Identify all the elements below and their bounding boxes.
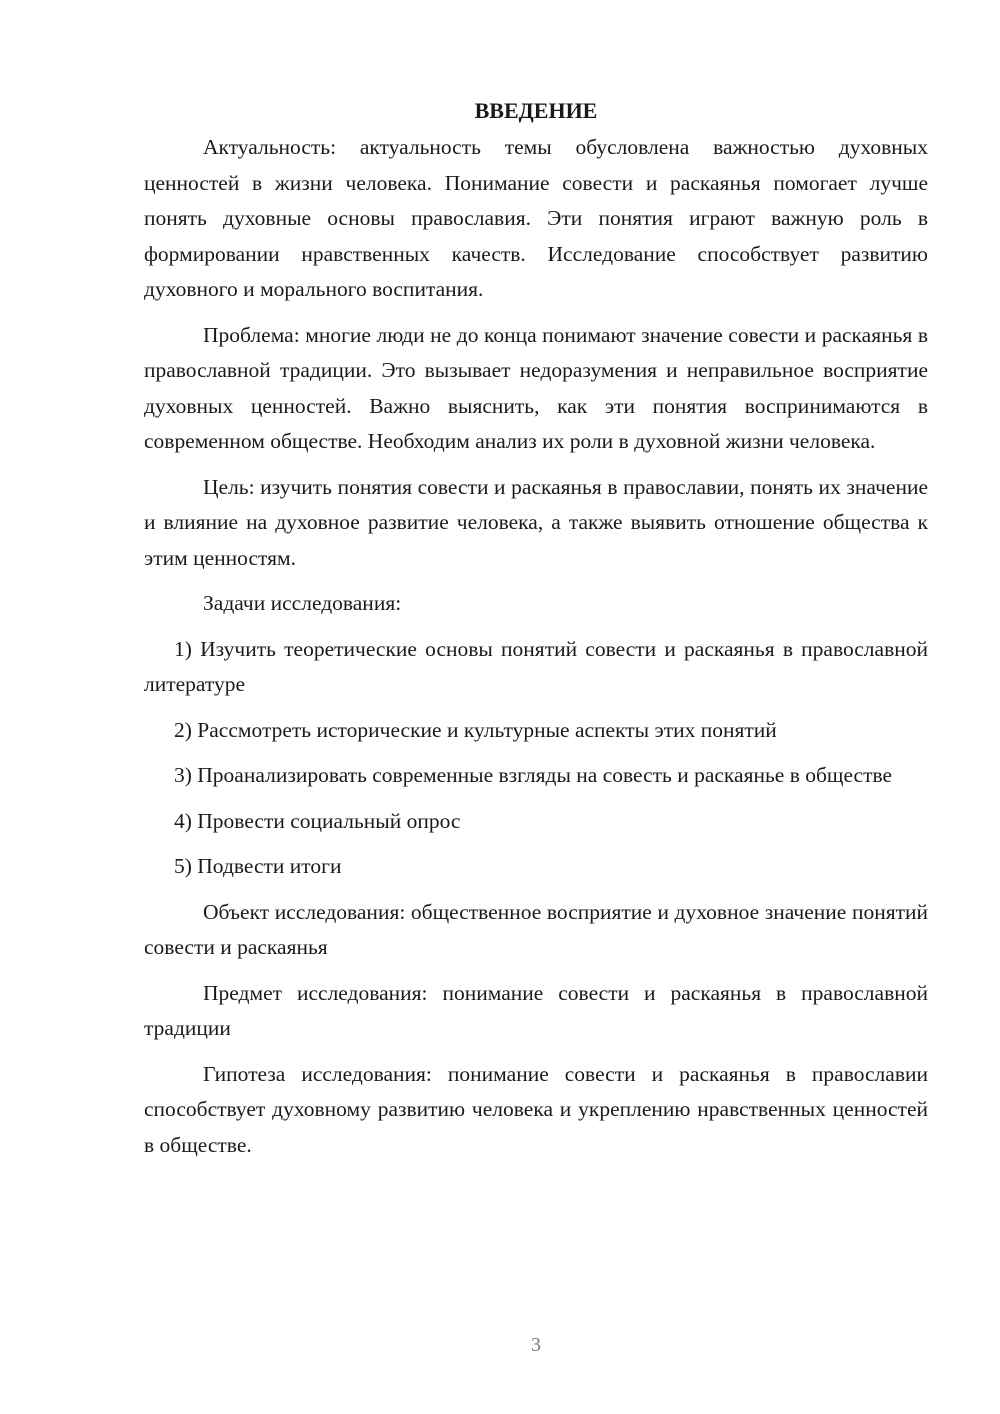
page-number: 3 (531, 1334, 541, 1356)
task-item: 1) Изучить теоретические основы понятий совести и раскаянья в православной литературе (144, 636, 928, 696)
task-item: 5) Подвести итоги (174, 854, 342, 878)
page-content (144, 96, 928, 1173)
task-item: 4) Провести социальный опрос (174, 808, 461, 833)
hypothesis-paragraph: Гипотеза исследования: понимание совести и раскаянья в православии способствует духовному развитию человека и укреплению нравственных ценностей в обществе. (144, 1061, 928, 1157)
subject-paragraph: Предмет исследования: понимание совести и раскаянья в православной традиции (144, 980, 928, 1040)
task-item: 2) Рассмотреть исторические и культурные аспекты этих понятий (174, 717, 777, 742)
task-item: 3) Проанализировать современные взгляды на совесть и раскаянье в обществе (174, 763, 893, 787)
section-title: ВВЕДЕНИЕ (474, 98, 598, 123)
relevance-paragraph: Актуальность: актуальность темы обусловлена важностью духовных ценностей в жизни человека. Понимание совести и раскаянья помогает лучше понять духовные основы православия. Эти понятия играют важную роль в формировании нравственных качеств. Исследование способствует развитию духовного и морального воспитания. (144, 135, 928, 301)
tasks-list (144, 632, 928, 885)
tasks-heading: Задачи исследования: (203, 591, 402, 615)
goal-paragraph: Цель: изучить понятия совести и раскаянья в православии, понять их значение и влияние на духовное развитие человека, а также выявить отношение общества к этим ценностям. (144, 474, 928, 570)
problem-paragraph: Проблема: многие люди не до конца понимают значение совести и раскаянья в православной традиции. Это вызывает недоразумения и неправильное восприятие духовных ценностей. Важно выяснить, как эти понятия воспринимаются в современном обществе. Необходим анализ их роли в духовной жизни человека. (144, 322, 928, 453)
object-paragraph: Объект исследования: общественное восприятие и духовное значение понятий совести и раскаянья (144, 899, 928, 959)
